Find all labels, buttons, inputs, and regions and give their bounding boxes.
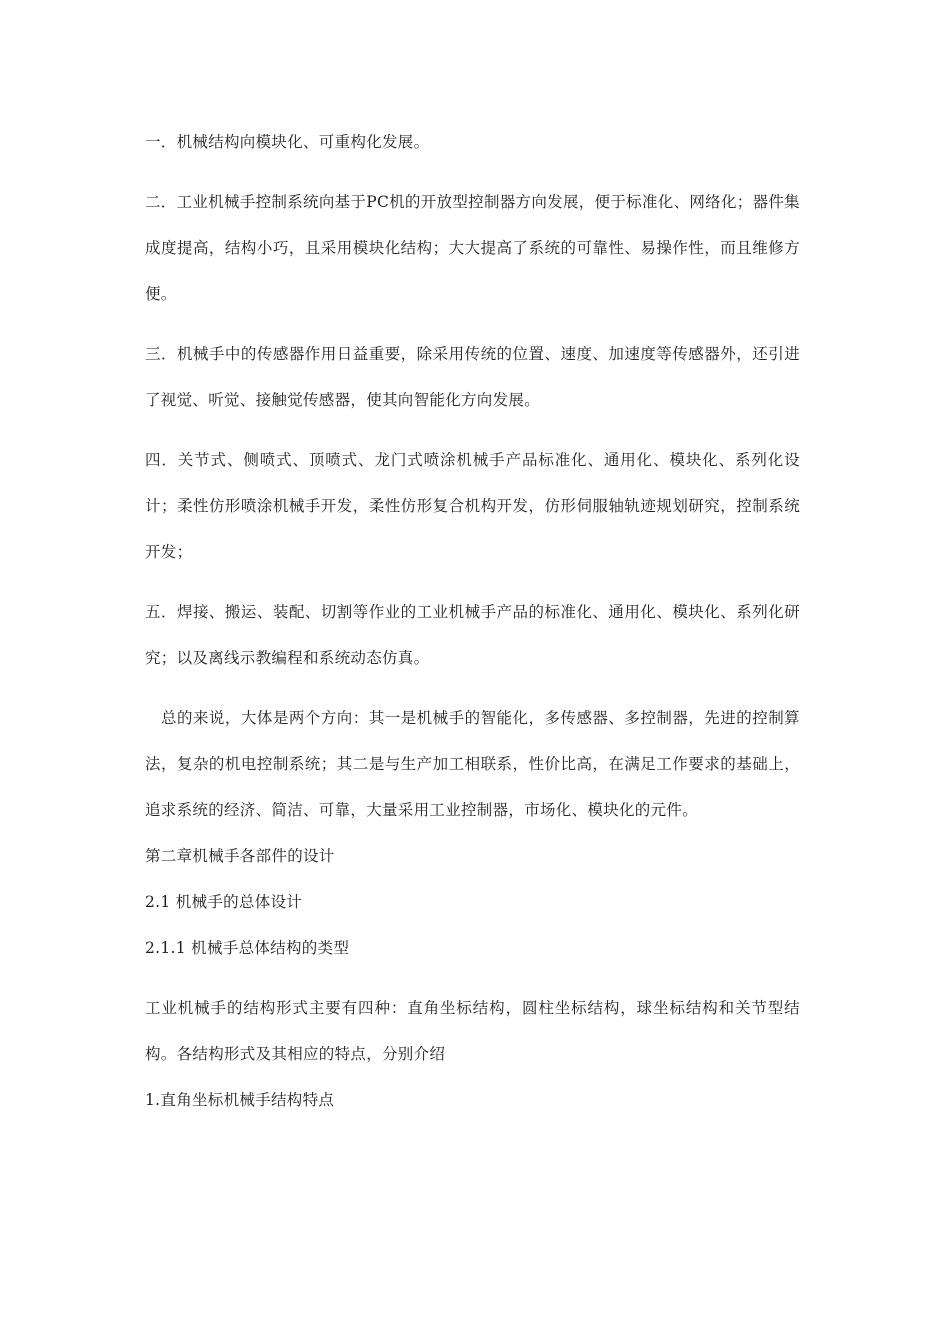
- paragraph-summary: 总的来说，大体是两个方向：其一是机械手的智能化，多传感器、多控制器，先进的控制算法，复杂的机电控制系统；其二是与生产加工相联系，性价比高，在满足工作要求的基础上，追求系统的经济、简洁、可靠，大量采用工业控制器，市场化、模块化的元件。: [145, 709, 800, 819]
- paragraph-structure-types: 工业机械手的结构形式主要有四种：直角坐标结构，圆柱坐标结构，球坐标结构和关节型结构。各结构形式及其相应的特点，分别介绍: [145, 999, 800, 1063]
- paragraph-spraying-robots: 四．关节式、侧喷式、顶喷式、龙门式喷涂机械手产品标准化、通用化、模块化、系列化设计；柔性仿形喷涂机械手开发，柔性仿形复合机构开发，仿形伺服轴轨迹规划研究，控制系统开发；: [145, 451, 800, 561]
- item-title-cartesian: 1.直角坐标机械手结构特点: [145, 1091, 335, 1109]
- paragraph-welding-handling: 五．焊接、搬运、装配、切割等作业的工业机械手产品的标准化、通用化、模块化、系列化研究；以及离线示教编程和系统动态仿真。: [145, 603, 800, 667]
- section-title: 2.1 机械手的总体设计: [145, 893, 303, 911]
- paragraph-pc-controller: 二．工业机械手控制系统向基于PC机的开放型控制器方向发展，便于标准化、网络化；器件集成度提高，结构小巧，且采用模块化结构；大大提高了系统的可靠性、易操作性，而且维修方便。: [145, 193, 800, 303]
- paragraph-modular-structure: 一．机械结构向模块化、可重构化发展。: [145, 133, 430, 151]
- chapter-title: 第二章机械手各部件的设计: [145, 847, 335, 865]
- subsection-title: 2.1.1 机械手总体结构的类型: [145, 939, 350, 957]
- paragraph-sensors: 三．机械手中的传感器作用日益重要，除采用传统的位置、速度、加速度等传感器外，还引进了视觉、听觉、接触觉传感器，使其向智能化方向发展。: [145, 345, 800, 409]
- document-body: [145, 119, 800, 1123]
